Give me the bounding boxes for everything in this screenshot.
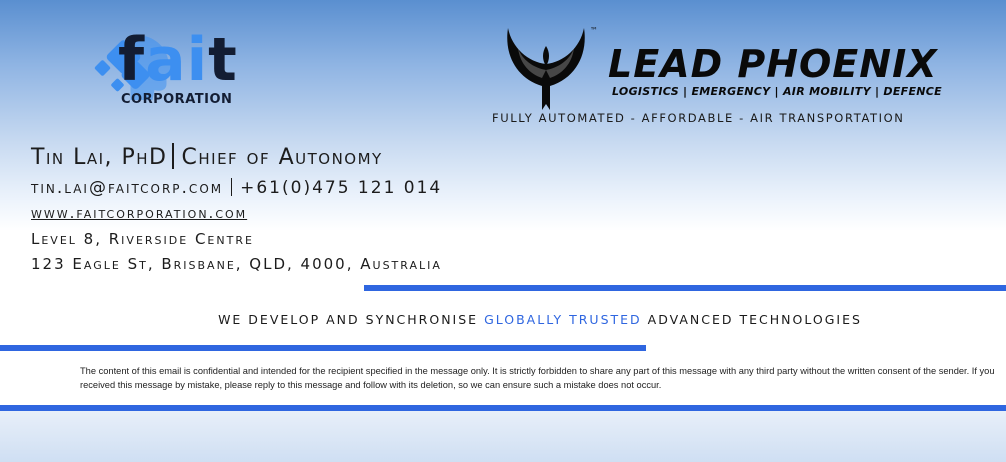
address-line-1: Level 8, Riverside Centre (31, 230, 254, 248)
fait-wordmark: fait (118, 25, 238, 95)
phoenix-icon (498, 26, 594, 112)
mission-prefix: WE DEVELOP AND SYNCHRONISE (218, 312, 479, 327)
contact-line (31, 178, 442, 198)
website-link[interactable]: www.faitcorporation.com (31, 204, 248, 222)
divider (172, 143, 174, 169)
lead-phoenix-subtitle: LOGISTICS | EMERGENCY | AIR MOBILITY | DEFENCE (612, 85, 942, 98)
email-link[interactable]: tin.lai@faitcorp.com (31, 178, 224, 198)
phone-link[interactable]: +61(0)475 121 014 (240, 178, 443, 198)
fait-corporation-label: CORPORATION (121, 92, 233, 107)
signature-job-title: Chief of Autonomy (181, 145, 383, 170)
footer-band (0, 411, 1006, 462)
mission-highlight: GLOBALLY TRUSTED (484, 312, 642, 327)
trademark-symbol: ™ (590, 26, 598, 35)
lead-phoenix-tagline: FULLY AUTOMATED - AFFORDABLE - AIR TRANSPORTATION (492, 111, 905, 125)
divider (231, 178, 232, 196)
address-line-2: 123 Eagle St, Brisbane, QLD, 4000, Australia (31, 255, 442, 273)
signature-name-title (31, 143, 383, 170)
mission-suffix: ADVANCED TECHNOLOGIES (647, 312, 862, 327)
mission-statement (0, 312, 1006, 327)
divider-bar-middle (0, 345, 646, 351)
lead-phoenix-title: LEAD PHOENIX (608, 42, 938, 86)
signature-name: Tin Lai, PhD (31, 145, 168, 170)
divider-bar-top (364, 285, 1006, 291)
confidentiality-disclaimer: The content of this email is confidential and intended for the recipient specified in the message only. It is strictly forbidden to share any part of this message with any third party without the written consent of the sender. If you received this message by mistake, please reply to this message and follow with its deletion, so we can ensure such a mistake does not occur. (80, 366, 995, 390)
